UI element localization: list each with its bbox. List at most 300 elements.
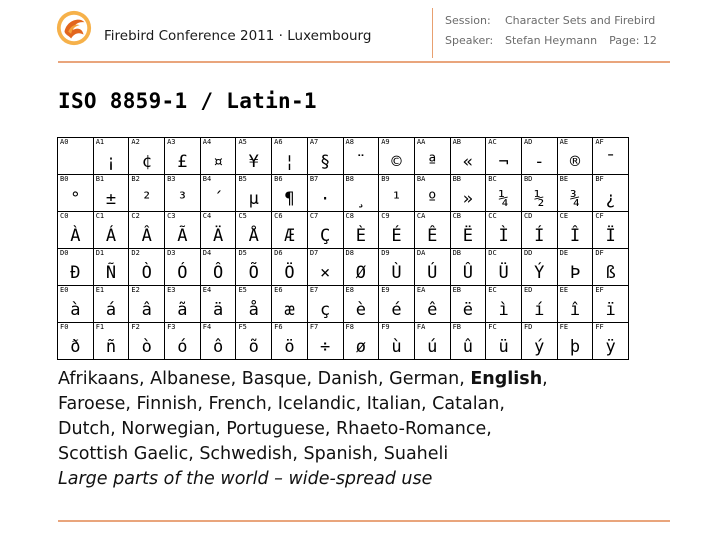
- char-code: B8: [345, 175, 354, 183]
- char-code: BE: [559, 175, 569, 183]
- char-glyph: ¢: [141, 152, 152, 172]
- char-code: C8: [345, 212, 354, 220]
- char-glyph: í: [534, 300, 545, 320]
- charset-cell: [557, 138, 593, 175]
- charset-cell: [593, 286, 629, 323]
- char-glyph: æ: [284, 300, 295, 320]
- char-code: E9: [381, 286, 390, 294]
- charset-cell: [165, 175, 201, 212]
- charset-cell: [486, 138, 522, 175]
- char-glyph: ¼: [498, 189, 509, 209]
- charset-cell: [272, 323, 308, 360]
- charset-cell: [236, 138, 272, 175]
- char-code: DA: [416, 249, 426, 257]
- footer-rule: [58, 520, 670, 522]
- char-glyph: Ê: [427, 226, 438, 246]
- charset-cell: [450, 286, 486, 323]
- charset-cell: [486, 175, 522, 212]
- charset-cell: [307, 212, 343, 249]
- charset-cell: [236, 249, 272, 286]
- charset-cell: [93, 212, 129, 249]
- char-glyph: §: [320, 152, 331, 172]
- char-code: E2: [131, 286, 140, 294]
- header-divider: [432, 8, 433, 58]
- charset-cell: [521, 175, 557, 212]
- firebird-logo-icon: [55, 9, 93, 47]
- charset-cell: [58, 323, 94, 360]
- charset-cell: [343, 175, 379, 212]
- charset-cell: [343, 249, 379, 286]
- charset-cell: [486, 286, 522, 323]
- charset-cell: [557, 249, 593, 286]
- char-glyph: ¯: [605, 152, 616, 172]
- char-code: BA: [416, 175, 426, 183]
- charset-cell: [414, 212, 450, 249]
- char-code: C1: [95, 212, 105, 220]
- char-code: E3: [167, 286, 176, 294]
- charset-cell: [593, 175, 629, 212]
- charset-cell: [307, 286, 343, 323]
- charset-cell: [450, 175, 486, 212]
- char-glyph: î: [569, 300, 581, 320]
- char-glyph: µ: [248, 189, 259, 209]
- char-code: A7: [309, 138, 319, 146]
- char-glyph: ·: [320, 189, 331, 209]
- charset-cell: [93, 175, 129, 212]
- char-code: E7: [309, 286, 319, 294]
- char-glyph: õ: [248, 337, 259, 357]
- charset-cell: [414, 175, 450, 212]
- char-code: FF: [595, 323, 604, 331]
- charset-row: [58, 286, 629, 323]
- char-glyph: ó: [177, 337, 188, 357]
- char-code: B4: [202, 175, 212, 183]
- char-code: FE: [559, 323, 569, 331]
- char-glyph: ô: [212, 337, 224, 357]
- char-code: A5: [238, 138, 247, 146]
- charset-cell: [307, 323, 343, 360]
- char-glyph: Å: [248, 226, 259, 246]
- charset-cell: [557, 323, 593, 360]
- char-glyph: ¦: [284, 152, 295, 172]
- char-code: D1: [95, 249, 105, 257]
- char-code: B6: [274, 175, 283, 183]
- charset-cell: [129, 212, 165, 249]
- usage-note: Large parts of the world – wide-spread use: [58, 469, 433, 489]
- char-glyph: ü: [498, 337, 509, 357]
- char-glyph: Ö: [284, 263, 295, 283]
- charset-cell: [379, 249, 415, 286]
- charset-row: [58, 323, 629, 360]
- conference-title: Firebird Conference 2011 · Luxembourg: [104, 28, 372, 44]
- charset-cell: [58, 138, 94, 175]
- char-glyph: Ú: [427, 263, 438, 283]
- char-glyph: ÿ: [605, 337, 616, 357]
- char-glyph: ®: [569, 152, 581, 172]
- charset-cell: [307, 249, 343, 286]
- char-code: AD: [523, 138, 533, 146]
- char-glyph: ï: [605, 300, 616, 320]
- char-code: FC: [488, 323, 497, 331]
- charset-cell: [521, 286, 557, 323]
- charset-cell: [129, 286, 165, 323]
- charset-cell: [165, 212, 201, 249]
- char-code: F4: [202, 323, 212, 331]
- char-glyph: ´: [212, 189, 224, 209]
- char-glyph: ¡: [105, 152, 117, 172]
- char-glyph: «: [462, 152, 474, 172]
- char-glyph: Û: [462, 263, 474, 283]
- charset-cell: [93, 138, 129, 175]
- char-code: CB: [452, 212, 461, 220]
- char-glyph: ¤: [212, 152, 224, 172]
- char-code: B9: [381, 175, 390, 183]
- char-glyph: Ò: [141, 263, 152, 283]
- charset-cell: [521, 323, 557, 360]
- char-glyph: Ù: [391, 263, 402, 283]
- char-code: F3: [167, 323, 176, 331]
- char-glyph: à: [70, 300, 81, 320]
- char-code: AE: [559, 138, 569, 146]
- char-code: B5: [238, 175, 247, 183]
- char-glyph: Ü: [498, 263, 509, 283]
- charset-cell: [58, 175, 94, 212]
- char-code: CE: [559, 212, 569, 220]
- charset-cell: [486, 249, 522, 286]
- charset-cell: [557, 212, 593, 249]
- char-code: DF: [595, 249, 604, 257]
- char-glyph: ¨: [355, 152, 366, 172]
- charset-row: [58, 212, 629, 249]
- char-code: D5: [238, 249, 247, 257]
- char-glyph: ß: [605, 263, 616, 283]
- charset-cell: [272, 212, 308, 249]
- charset-cell: [557, 175, 593, 212]
- charset-cell: [521, 138, 557, 175]
- char-code: AC: [488, 138, 497, 146]
- char-glyph: Ó: [177, 263, 188, 283]
- charset-cell: [236, 323, 272, 360]
- char-code: D2: [131, 249, 140, 257]
- char-code: E6: [274, 286, 283, 294]
- char-glyph: ¸: [355, 189, 366, 209]
- char-glyph: Ì: [498, 226, 509, 246]
- charset-cell: [93, 249, 129, 286]
- char-code: D8: [345, 249, 354, 257]
- char-glyph: Ð: [70, 263, 81, 283]
- char-code: DE: [559, 249, 569, 257]
- char-glyph: Ë: [462, 226, 474, 246]
- char-code: C7: [309, 212, 319, 220]
- speaker-value: Stefan Heymann: [505, 34, 598, 47]
- char-code: AA: [416, 138, 426, 146]
- char-glyph: ö: [284, 337, 295, 357]
- char-glyph: ä: [212, 300, 224, 320]
- language-highlight: English: [470, 369, 543, 389]
- charset-cell: [379, 323, 415, 360]
- charset-table: [57, 137, 629, 360]
- charset-cell: [521, 249, 557, 286]
- char-code: B7: [309, 175, 319, 183]
- charset-cell: [343, 286, 379, 323]
- char-glyph: ð: [70, 337, 81, 357]
- char-glyph: Ä: [212, 226, 224, 246]
- char-code: EA: [416, 286, 426, 294]
- char-glyph: û: [462, 337, 474, 357]
- charset-cell: [450, 249, 486, 286]
- char-code: F9: [381, 323, 390, 331]
- charset-cell: [307, 138, 343, 175]
- char-glyph: ¾: [569, 189, 581, 209]
- charset-cell: [165, 138, 201, 175]
- char-glyph: -: [534, 152, 545, 172]
- language-text: ,: [542, 369, 548, 389]
- charset-cell: [165, 323, 201, 360]
- slide-title: ISO 8859-1 / Latin-1: [58, 89, 317, 113]
- char-code: F7: [309, 323, 319, 331]
- char-glyph: ø: [355, 337, 366, 357]
- char-code: DB: [452, 249, 461, 257]
- speaker-label: Speaker:: [445, 34, 494, 47]
- char-code: EC: [488, 286, 497, 294]
- char-glyph: ú: [427, 337, 438, 357]
- charset-cell: [593, 323, 629, 360]
- char-code: CD: [523, 212, 533, 220]
- char-glyph: è: [355, 300, 366, 320]
- char-code: F8: [345, 323, 354, 331]
- char-glyph: À: [70, 226, 81, 246]
- char-glyph: Ç: [320, 226, 331, 246]
- charset-cell: [486, 323, 522, 360]
- charset-cell: [379, 175, 415, 212]
- charset-cell: [414, 323, 450, 360]
- charset-cell: [486, 212, 522, 249]
- charset-cell: [93, 323, 129, 360]
- language-line-1: [58, 367, 548, 392]
- session-info: [445, 14, 655, 27]
- char-code: EB: [452, 286, 461, 294]
- charset-cell: [200, 249, 236, 286]
- char-code: C5: [238, 212, 247, 220]
- charset-cell: [272, 175, 308, 212]
- char-code: C4: [202, 212, 212, 220]
- char-glyph: Ã: [177, 226, 188, 246]
- char-code: A0: [60, 138, 69, 146]
- char-code: A2: [131, 138, 140, 146]
- charset-cell: [379, 138, 415, 175]
- charset-cell: [93, 286, 129, 323]
- char-code: A4: [202, 138, 212, 146]
- char-code: C2: [131, 212, 140, 220]
- language-line-4: Scottish Gaelic, Schwedish, Spanish, Suaheli: [58, 444, 449, 464]
- char-glyph: ³: [177, 189, 188, 209]
- char-code: CF: [595, 212, 604, 220]
- charset-cell: [236, 212, 272, 249]
- charset-cell: [343, 138, 379, 175]
- char-glyph: ½: [534, 189, 545, 209]
- page-number: Page: 12: [609, 34, 657, 47]
- char-glyph: ã: [177, 300, 188, 320]
- charset-cell: [58, 249, 94, 286]
- char-code: D9: [381, 249, 390, 257]
- char-code: A8: [345, 138, 354, 146]
- char-code: A1: [95, 138, 105, 146]
- charset-cell: [450, 138, 486, 175]
- charset-cell: [379, 286, 415, 323]
- char-glyph: »: [462, 189, 474, 209]
- char-code: B3: [167, 175, 176, 183]
- char-code: EF: [595, 286, 604, 294]
- char-code: EE: [559, 286, 569, 294]
- char-code: A6: [274, 138, 283, 146]
- char-glyph: ò: [141, 337, 152, 357]
- charset-row: [58, 249, 629, 286]
- char-code: BC: [488, 175, 497, 183]
- charset-cell: [343, 323, 379, 360]
- charset-cell: [129, 138, 165, 175]
- char-glyph: Â: [141, 226, 152, 246]
- char-code: C9: [381, 212, 390, 220]
- language-line-2: Faroese, Finnish, French, Icelandic, Italian, Catalan,: [58, 394, 505, 414]
- char-code: E0: [60, 286, 69, 294]
- charset-cell: [272, 286, 308, 323]
- char-glyph: á: [105, 300, 117, 320]
- char-glyph: Ø: [355, 263, 366, 283]
- charset-cell: [58, 212, 94, 249]
- charset-cell: [272, 249, 308, 286]
- char-glyph: Ï: [605, 226, 616, 246]
- char-glyph: °: [70, 189, 81, 209]
- charset-cell: [165, 249, 201, 286]
- charset-cell: [129, 175, 165, 212]
- session-value: Character Sets and Firebird: [505, 14, 656, 27]
- char-glyph: Î: [569, 226, 581, 246]
- charset-cell: [129, 323, 165, 360]
- char-glyph: ¿: [605, 189, 616, 209]
- char-code: B2: [131, 175, 140, 183]
- char-code: F0: [60, 323, 69, 331]
- char-glyph: ñ: [105, 337, 117, 357]
- char-code: FB: [452, 323, 461, 331]
- char-code: A9: [381, 138, 390, 146]
- char-code: FD: [523, 323, 533, 331]
- char-glyph: ¥: [248, 152, 259, 172]
- char-glyph: ç: [320, 300, 331, 320]
- char-code: C6: [274, 212, 283, 220]
- char-glyph: Æ: [284, 226, 295, 246]
- charset-cell: [200, 212, 236, 249]
- char-glyph: £: [177, 152, 188, 172]
- char-code: CA: [416, 212, 426, 220]
- char-glyph: ±: [105, 189, 117, 209]
- charset-cell: [414, 286, 450, 323]
- charset-cell: [379, 212, 415, 249]
- char-code: D3: [167, 249, 176, 257]
- charset-cell: [200, 286, 236, 323]
- charset-cell: [593, 138, 629, 175]
- charset-cell: [343, 212, 379, 249]
- char-glyph: ²: [141, 189, 152, 209]
- char-glyph: ©: [391, 152, 402, 172]
- charset-cell: [129, 249, 165, 286]
- char-glyph: ê: [427, 300, 438, 320]
- char-code: C0: [60, 212, 69, 220]
- charset-cell: [165, 286, 201, 323]
- speaker-info: [445, 34, 657, 47]
- char-glyph: ¶: [284, 189, 295, 209]
- charset-cell: [557, 286, 593, 323]
- charset-cell: [200, 138, 236, 175]
- char-code: D7: [309, 249, 319, 257]
- char-code: A3: [167, 138, 176, 146]
- char-glyph: ¬: [498, 152, 509, 172]
- charset-cell: [307, 175, 343, 212]
- charset-cell: [414, 249, 450, 286]
- char-code: FA: [416, 323, 426, 331]
- charset-cell: [593, 212, 629, 249]
- char-code: AB: [452, 138, 461, 146]
- char-glyph: é: [391, 300, 402, 320]
- charset-cell: [236, 175, 272, 212]
- char-code: B1: [95, 175, 105, 183]
- char-glyph: ª: [427, 152, 438, 172]
- char-glyph: É: [391, 226, 402, 246]
- charset-cell: [450, 212, 486, 249]
- char-glyph: ë: [462, 300, 474, 320]
- char-glyph: ×: [320, 263, 331, 283]
- char-code: CC: [488, 212, 497, 220]
- char-glyph: ý: [534, 337, 545, 357]
- char-code: D4: [202, 249, 212, 257]
- charset-cell: [593, 249, 629, 286]
- charset-cell: [236, 286, 272, 323]
- char-glyph: Ý: [534, 263, 545, 283]
- char-code: C3: [167, 212, 176, 220]
- char-glyph: ¹: [391, 189, 402, 209]
- char-code: E4: [202, 286, 212, 294]
- char-glyph: Í: [534, 226, 545, 246]
- char-glyph: þ: [569, 337, 581, 357]
- charset-cell: [200, 323, 236, 360]
- charset-cell: [200, 175, 236, 212]
- char-code: D6: [274, 249, 283, 257]
- char-code: E1: [95, 286, 105, 294]
- char-code: F1: [95, 323, 105, 331]
- char-glyph: Õ: [248, 263, 259, 283]
- char-code: F2: [131, 323, 140, 331]
- char-glyph: Ñ: [105, 263, 117, 283]
- char-glyph: º: [427, 189, 438, 209]
- char-glyph: â: [141, 300, 152, 320]
- charset-cell: [414, 138, 450, 175]
- char-code: F6: [274, 323, 283, 331]
- char-code: D0: [60, 249, 69, 257]
- charset-row: [58, 175, 629, 212]
- char-glyph: å: [248, 300, 259, 320]
- char-glyph: ÷: [320, 337, 331, 357]
- language-list: [58, 367, 548, 492]
- charset-cell: [272, 138, 308, 175]
- char-code: F5: [238, 323, 247, 331]
- charset-cell: [450, 323, 486, 360]
- char-code: DD: [523, 249, 533, 257]
- charset-cell: [58, 286, 94, 323]
- session-label: Session:: [445, 14, 491, 27]
- header-rule: [58, 61, 670, 63]
- char-code: BF: [595, 175, 604, 183]
- char-glyph: Ô: [212, 263, 224, 283]
- char-code: BB: [452, 175, 461, 183]
